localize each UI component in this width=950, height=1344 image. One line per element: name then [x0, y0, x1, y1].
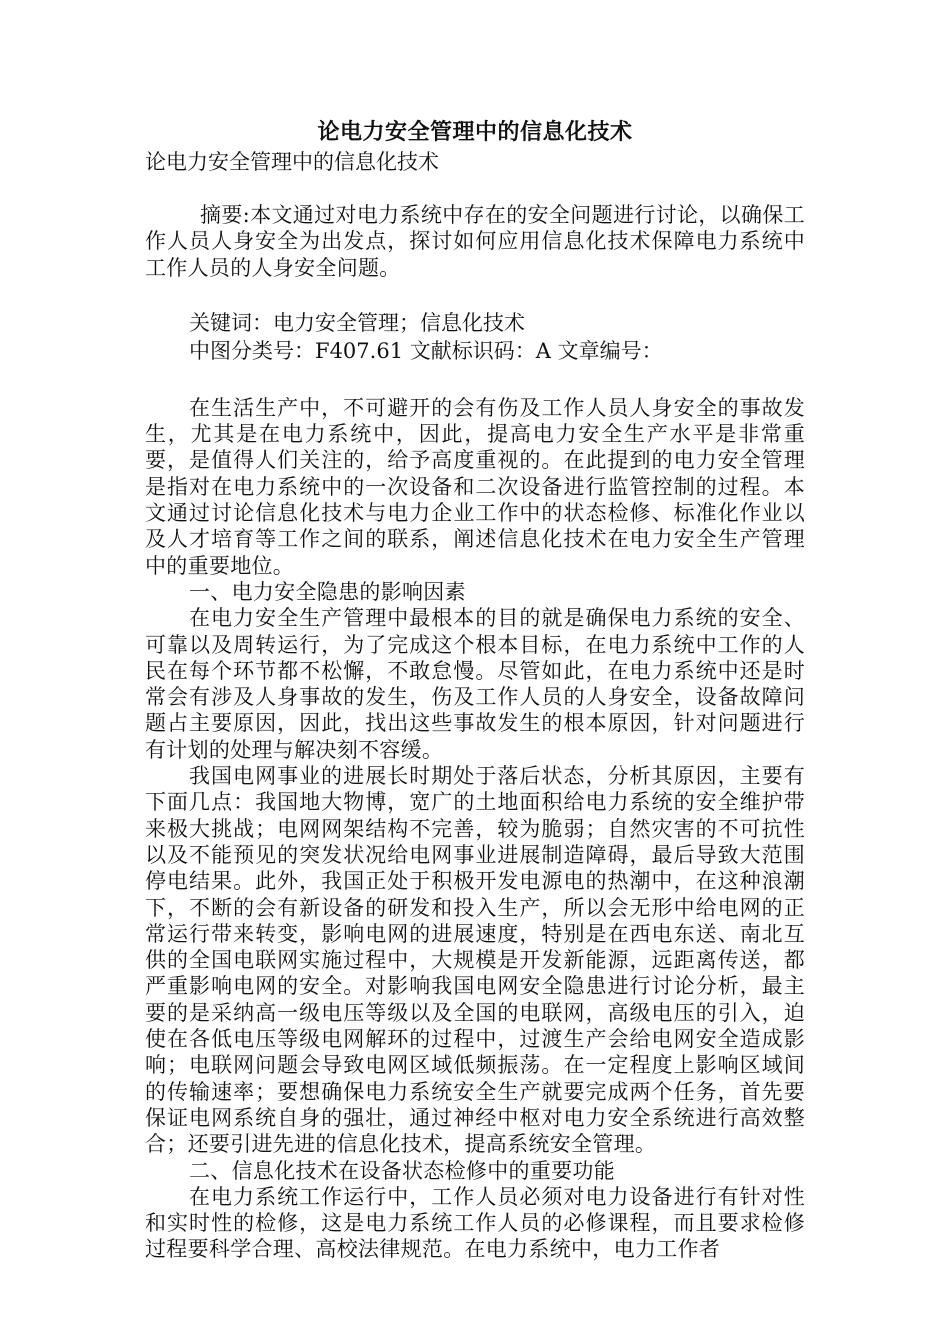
section1-paragraph-2: 我国电网事业的进展长时期处于落后状态，分析其原因，主要有下面几点：我国地大物博，宽广的土地面积给电力系统的安全维护带来极大挑战；电网网架结构不完善，较为脆弱；自然灾害的不可抗性以及不能预见的突发状况给电网事业进展制造障碍，最后导致大范围停电结果。此外，我国正处于积极开发电源电的热潮中，在这种浪潮下，不断的会有新设备的研发和投入生产，所以会无形中给电网的正常运行带来转变，影响电网的进展速度，特别是在西电东送、南北互供的全国电联网实施过程中，大规模是开发新能源，远距离传送，都严重影响电网的安全。对影响我国电网安全隐患进行讨论分析，最主要的是采纳高一级电压等级以及全国的电联网，高级电压的引入，迫使在各低电压等级电网解环的过程中，过渡生产会给电网安全造成影响；电联网问题会导致电网区域低频振荡。在一定程度上影响区域间的传输速率；要想确保电力系统安全生产就要完成两个任务，首先要保证电网系统自身的强壮，通过神经中枢对电力安全系统进行高效整合；还要引进先进的信息化技术，提高系统安全管理。	[145, 764, 805, 1157]
abstract-paragraph: 摘要:本文通过对电力系统中存在的安全问题进行讨论，以确保工作人员人身安全为出发点，探讨如何应用信息化技术保障电力系统中工作人员的人身安全问题。	[145, 203, 805, 280]
intro-paragraph: 在生活生产中，不可避开的会有伤及工作人员人身安全的事故发生，尤其是在电力系统中，因此，提高电力安全生产水平是非常重要，是值得人们关注的，给予高度重视的。在此提到的电力安全管理是指对在电力系统中的一次设备和二次设备进行监管控制的过程。本文通过讨论信息化技术与电力企业工作中的状态检修、标准化作业以及人才培育等工作之间的联系，阐述信息化技术在电力安全生产管理中的重要地位。	[145, 395, 805, 578]
document-title: 论电力安全管理中的信息化技术	[317, 120, 633, 145]
keywords-line: 关键词：电力安全管理；信息化技术	[189, 310, 525, 335]
section2-paragraph-1: 在电力系统工作运行中，工作人员必须对电力设备进行有针对性和实时性的检修，这是电力系统工作人员的必修课程，而且要求检修过程要科学合理、高校法律规范。在电力系统中，电力工作者	[145, 1184, 805, 1262]
section1-paragraph-1: 在电力安全生产管理中最根本的目的就是确保电力系统的安全、可靠以及周转运行，为了完成这个根本目标，在电力系统中工作的人民在每个环节都不松懈，不敢怠慢。尽管如此，在电力系统中还是时常会有涉及人身事故的发生，伤及工作人员的人身安全，设备故障问题占主要原因，因此，找出这些事故发生的根本原因，针对问题进行有计划的处理与解决刻不容缓。	[145, 606, 805, 762]
section-heading-2: 二、信息化技术在设备状态检修中的重要功能	[189, 1158, 615, 1183]
spacer	[145, 365, 805, 395]
document-subtitle: 论电力安全管理中的信息化技术	[145, 150, 439, 174]
spacer	[145, 176, 805, 202]
document-page	[145, 118, 805, 1263]
section-heading-1: 一、电力安全隐患的影响因素	[189, 579, 466, 604]
spacer	[145, 281, 805, 309]
classification-line: 中图分类号：F407.61 文献标识码：A 文章编号：	[189, 338, 663, 363]
